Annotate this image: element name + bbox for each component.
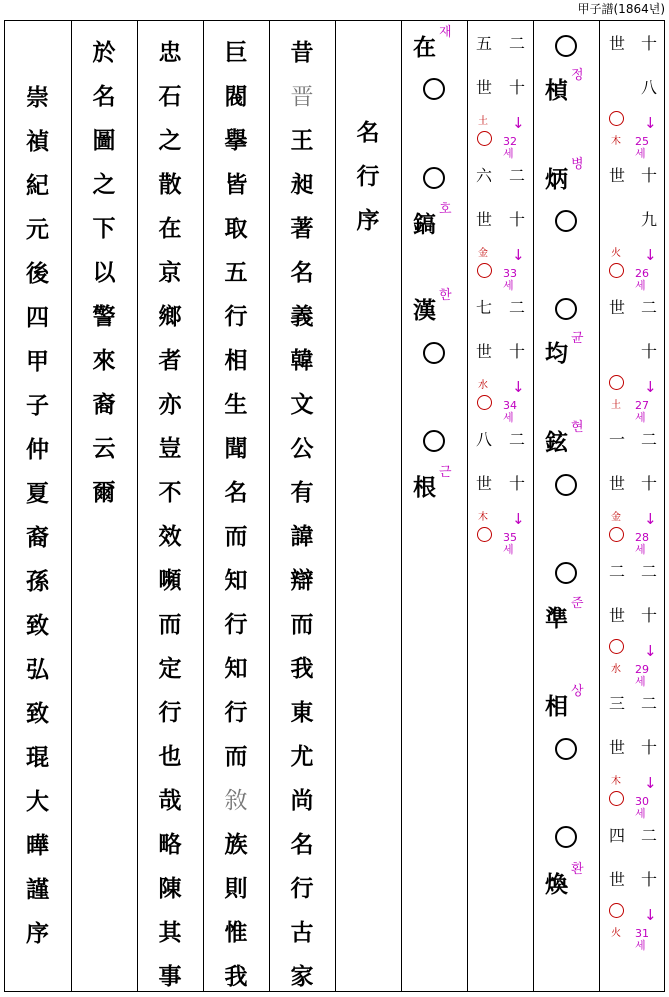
arrow-icon: ↓ [644, 510, 657, 528]
preface-char: 聞 [224, 436, 248, 462]
generation-glyph: 二 [609, 562, 626, 581]
preface-char: 紀 [26, 173, 49, 199]
preface-char: 昶 [290, 172, 314, 198]
element-label: 金 [611, 512, 621, 523]
preface-char: 下 [92, 216, 116, 242]
preface-char: 後 [26, 261, 49, 287]
preface-char: 五 [224, 260, 248, 286]
preface-char: 大 [26, 789, 49, 815]
preface-char: 其 [158, 920, 182, 946]
preface-char: 定 [158, 656, 182, 682]
preface-char: 警 [92, 304, 116, 330]
name-char: 鎬 [413, 212, 436, 238]
preface-char: 我 [290, 656, 314, 682]
col-seok [269, 20, 335, 992]
element-label: 火 [611, 248, 621, 259]
generation-glyph: 二 [509, 298, 526, 317]
generation-glyph: 九 [641, 210, 658, 229]
preface-char: 致 [26, 613, 49, 639]
generation-glyph: 世 [609, 34, 626, 53]
age-label: 25세 [635, 135, 649, 160]
element-label: 水 [611, 664, 621, 675]
column-divider [401, 20, 402, 992]
preface-char: 古 [290, 920, 314, 946]
generation-glyph: 二 [641, 298, 658, 317]
preface-char: 鄉 [158, 304, 182, 330]
generation-glyph: 八 [641, 78, 658, 97]
element-circle [609, 263, 624, 278]
preface-char: 則 [224, 876, 248, 902]
generation-glyph: 世 [609, 474, 626, 493]
preface-char: 文 [290, 392, 314, 418]
name-char: 炳 [545, 167, 568, 193]
preface-char: 散 [158, 172, 182, 198]
preface-char: 甲 [26, 349, 49, 375]
preface-char: 略 [158, 832, 182, 858]
element-label: 木 [611, 136, 621, 147]
preface-char: 之 [158, 128, 182, 154]
element-label: 水 [478, 380, 488, 391]
preface-char: 生 [224, 392, 248, 418]
preface-char: 東 [290, 700, 314, 726]
generation-glyph: 七 [476, 298, 493, 317]
preface-char: 來 [92, 348, 116, 374]
preface-char: 哉 [158, 788, 182, 814]
preface-char: 禎 [26, 129, 49, 155]
preface-char: 昔 [290, 40, 314, 66]
preface-char: 擧 [224, 128, 248, 154]
arrow-icon: ↓ [644, 774, 657, 792]
age-label: 33세 [503, 267, 517, 292]
preface-char: 致 [26, 701, 49, 727]
arrow-icon: ↓ [512, 246, 525, 264]
name-char: 鉉 [545, 430, 568, 456]
preface-char: 云 [92, 436, 116, 462]
generation-glyph: 二 [641, 562, 658, 581]
generation-glyph: 三 [609, 694, 626, 713]
generation-glyph: 世 [476, 474, 493, 493]
name-reading: 한 [439, 288, 452, 303]
preface-char: 豈 [158, 436, 182, 462]
age-label: 26세 [635, 267, 649, 292]
generation-glyph: 世 [476, 210, 493, 229]
generation-glyph: 二 [641, 694, 658, 713]
preface-char: 晋 [290, 84, 314, 110]
generation-glyph: 世 [609, 738, 626, 757]
preface-char: 而 [224, 744, 248, 770]
preface-char: 弘 [26, 657, 49, 683]
generation-glyph: 世 [609, 166, 626, 185]
preface-char: 亦 [158, 392, 182, 418]
name-reading: 환 [571, 862, 584, 877]
preface-char: 巨 [224, 40, 248, 66]
generation-glyph: 六 [476, 166, 493, 185]
preface-char: 閥 [224, 84, 248, 110]
name-reading: 현 [571, 420, 584, 435]
preface-char: 夏 [26, 481, 49, 507]
name-reading: 준 [571, 596, 584, 611]
document-header: 甲子譜(1864년) [577, 2, 665, 16]
preface-char: 者 [158, 348, 182, 374]
preface-char: 序 [26, 921, 49, 947]
generation-glyph: 一 [609, 430, 626, 449]
generation-glyph: 二 [509, 430, 526, 449]
element-label: 金 [478, 248, 488, 259]
element-circle [477, 527, 492, 542]
title-char: 行 [356, 164, 380, 190]
preface-char: 王 [290, 128, 314, 154]
generation-glyph: 十 [509, 342, 526, 361]
arrow-icon: ↓ [512, 114, 525, 132]
generation-glyph: 十 [641, 34, 658, 53]
age-label: 34세 [503, 399, 517, 424]
placeholder-circle [423, 78, 445, 100]
element-label: 土 [478, 116, 488, 127]
element-label: 木 [478, 512, 488, 523]
preface-char: 敘 [224, 788, 248, 814]
col-sungjeong [4, 20, 71, 992]
preface-char: 皆 [224, 172, 248, 198]
element-label: 木 [611, 776, 621, 787]
element-label: 土 [611, 400, 621, 411]
age-label: 28세 [635, 531, 649, 556]
generation-glyph: 世 [609, 870, 626, 889]
preface-char: 家 [290, 964, 314, 990]
col-chungseok [137, 20, 203, 992]
preface-char: 裔 [92, 392, 116, 418]
generation-glyph: 世 [609, 606, 626, 625]
preface-char: 圖 [92, 128, 116, 154]
generation-glyph: 十 [509, 78, 526, 97]
preface-char: 爾 [92, 480, 116, 506]
name-char: 根 [413, 475, 436, 501]
preface-char: 相 [224, 348, 248, 374]
title-char: 序 [356, 208, 380, 234]
preface-char: 名 [290, 260, 314, 286]
placeholder-circle [555, 210, 577, 232]
element-label: 火 [611, 928, 621, 939]
element-circle [609, 903, 624, 918]
preface-char: 在 [158, 216, 182, 242]
generation-glyph: 十 [641, 166, 658, 185]
preface-char: 名 [92, 84, 116, 110]
generation-glyph: 十 [641, 474, 658, 493]
generation-glyph: 十 [509, 474, 526, 493]
preface-char: 不 [158, 480, 182, 506]
preface-char: 諱 [290, 524, 314, 550]
column-divider [533, 20, 534, 992]
preface-char: 取 [224, 216, 248, 242]
preface-char: 而 [290, 612, 314, 638]
element-circle [609, 639, 624, 654]
name-char: 相 [545, 694, 568, 720]
preface-char: 惟 [224, 920, 248, 946]
preface-char: 崇 [26, 85, 49, 111]
placeholder-circle [423, 430, 445, 452]
preface-char: 裔 [26, 525, 49, 551]
preface-char: 子 [26, 393, 49, 419]
name-char: 楨 [545, 78, 568, 104]
preface-char: 公 [290, 436, 314, 462]
age-label: 30세 [635, 795, 649, 820]
preface-char: 義 [290, 304, 314, 330]
preface-char: 曄 [26, 833, 49, 859]
generation-glyph: 二 [641, 826, 658, 845]
preface-char: 琨 [26, 745, 49, 771]
name-reading: 재 [439, 25, 452, 40]
preface-char: 行 [158, 700, 182, 726]
generation-glyph: 二 [641, 430, 658, 449]
preface-char: 於 [92, 40, 116, 66]
preface-char: 事 [158, 964, 182, 990]
placeholder-circle [423, 342, 445, 364]
name-char: 均 [545, 341, 568, 367]
generation-glyph: 十 [641, 738, 658, 757]
element-circle [609, 111, 624, 126]
name-char: 煥 [545, 872, 568, 898]
element-circle [609, 375, 624, 390]
generation-glyph: 十 [641, 870, 658, 889]
arrow-icon: ↓ [512, 378, 525, 396]
placeholder-circle [555, 35, 577, 57]
arrow-icon: ↓ [644, 114, 657, 132]
placeholder-circle [555, 826, 577, 848]
age-label: 32세 [503, 135, 517, 160]
age-label: 27세 [635, 399, 649, 424]
preface-char: 我 [224, 964, 248, 990]
preface-char: 行 [290, 876, 314, 902]
age-label: 29세 [635, 663, 649, 688]
preface-char: 仲 [26, 437, 49, 463]
preface-char: 而 [158, 612, 182, 638]
preface-char: 謹 [26, 877, 49, 903]
name-char: 漢 [413, 298, 436, 324]
preface-char: 知 [224, 656, 248, 682]
placeholder-circle [423, 167, 445, 189]
arrow-icon: ↓ [644, 246, 657, 264]
preface-char: 族 [224, 832, 248, 858]
name-char: 準 [545, 606, 568, 632]
generation-glyph: 十 [509, 210, 526, 229]
element-circle [609, 791, 624, 806]
name-reading: 균 [571, 331, 584, 346]
element-circle [477, 395, 492, 410]
preface-char: 四 [26, 305, 49, 331]
age-label: 31세 [635, 927, 649, 952]
element-circle [477, 263, 492, 278]
placeholder-circle [555, 562, 577, 584]
preface-char: 之 [92, 172, 116, 198]
preface-char: 名 [290, 832, 314, 858]
name-char: 在 [413, 35, 436, 61]
generation-glyph: 世 [609, 298, 626, 317]
generation-glyph: 四 [609, 826, 626, 845]
name-reading: 호 [439, 202, 452, 217]
title-col [335, 20, 401, 992]
preface-char: 效 [158, 524, 182, 550]
name-reading: 상 [571, 684, 584, 699]
column-divider [599, 20, 600, 992]
preface-char: 知 [224, 568, 248, 594]
generation-glyph: 五 [476, 34, 493, 53]
preface-char: 京 [158, 260, 182, 286]
generation-glyph: 世 [476, 78, 493, 97]
preface-char: 以 [92, 260, 116, 286]
preface-char: 行 [224, 612, 248, 638]
element-circle [477, 131, 492, 146]
col-eomyeong [71, 20, 137, 992]
arrow-icon: ↓ [644, 642, 657, 660]
preface-char: 而 [224, 524, 248, 550]
placeholder-circle [555, 298, 577, 320]
generation-glyph: 二 [509, 166, 526, 185]
generation-glyph: 二 [509, 34, 526, 53]
preface-char: 有 [290, 480, 314, 506]
preface-char: 辯 [290, 568, 314, 594]
arrow-icon: ↓ [512, 510, 525, 528]
placeholder-circle [555, 474, 577, 496]
preface-char: 孫 [26, 569, 49, 595]
generation-glyph: 八 [476, 430, 493, 449]
arrow-icon: ↓ [644, 378, 657, 396]
name-reading: 정 [571, 68, 584, 83]
placeholder-circle [555, 738, 577, 760]
generation-glyph: 世 [476, 342, 493, 361]
preface-char: 尤 [290, 744, 314, 770]
preface-char: 尚 [290, 788, 314, 814]
preface-char: 著 [290, 216, 314, 242]
col-geoyeol [203, 20, 269, 992]
generation-glyph: 十 [641, 606, 658, 625]
preface-char: 嚬 [158, 568, 182, 594]
title-char: 名 [356, 120, 380, 146]
preface-char: 行 [224, 304, 248, 330]
name-reading: 근 [439, 465, 452, 480]
generation-glyph: 十 [641, 342, 658, 361]
preface-char: 石 [158, 84, 182, 110]
preface-char: 陳 [158, 876, 182, 902]
preface-char: 行 [224, 700, 248, 726]
preface-char: 韓 [290, 348, 314, 374]
arrow-icon: ↓ [644, 906, 657, 924]
preface-char: 名 [224, 480, 248, 506]
name-reading: 병 [571, 157, 584, 172]
column-divider [467, 20, 468, 992]
element-circle [609, 527, 624, 542]
preface-char: 元 [26, 217, 49, 243]
preface-char: 忠 [158, 40, 182, 66]
age-label: 35세 [503, 531, 517, 556]
preface-char: 也 [158, 744, 182, 770]
